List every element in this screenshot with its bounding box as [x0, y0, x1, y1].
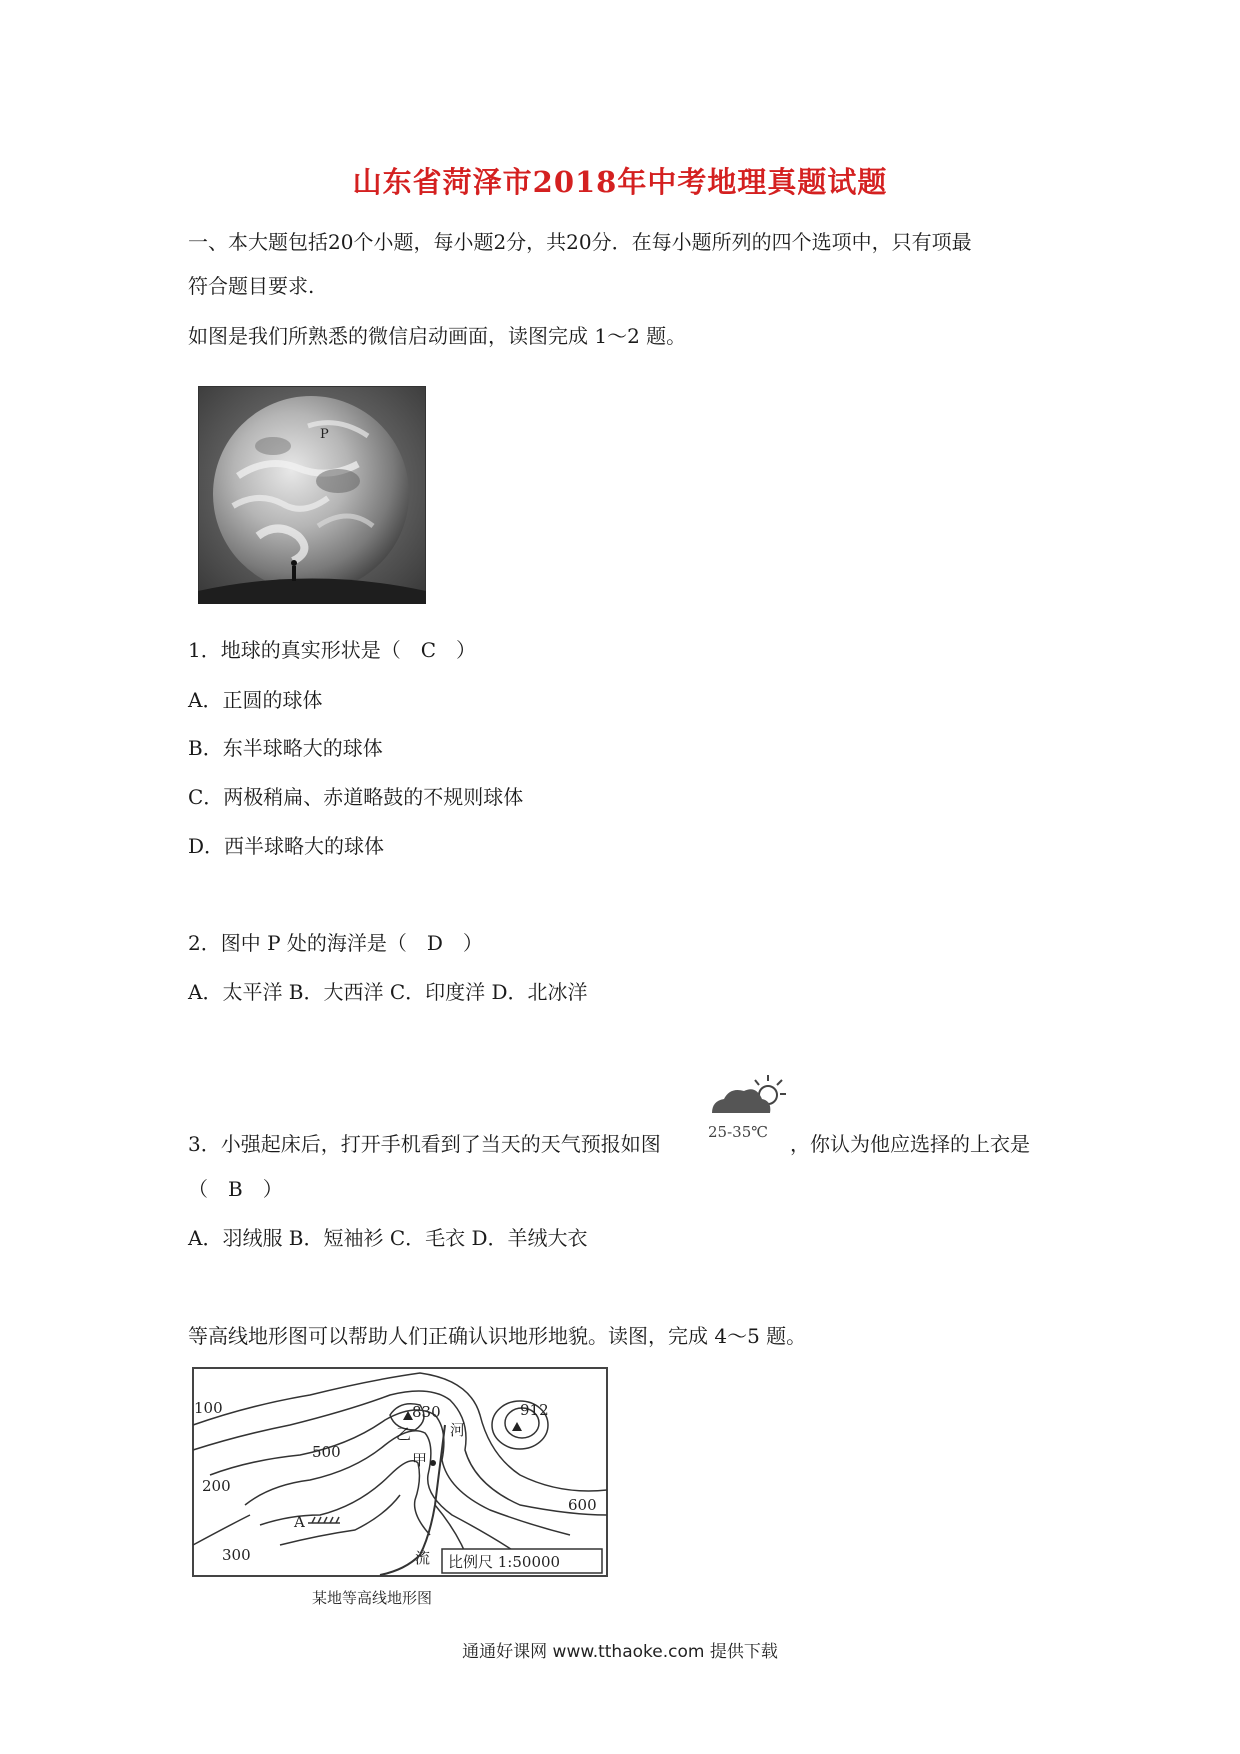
label-yi: 乙	[396, 1425, 412, 1443]
earth-label-p: P	[320, 427, 329, 442]
map-scale: 比例尺 1:50000	[448, 1553, 561, 1571]
q3-stem-after: ，你认为他应选择的上衣是	[790, 1132, 1030, 1156]
section-heading-line-1: 一、本大题包括20个小题，每小题2分，共20分．在每小题所列的四个选项中，只有项最	[188, 230, 972, 254]
q2-stem: 2．图中 P 处的海洋是（ D ）	[188, 931, 483, 955]
q1-option-c: C．两极稍扁、赤道略鼓的不规则球体	[188, 785, 524, 809]
peak-label-830: 830	[412, 1403, 441, 1421]
contour-label-200: 200	[202, 1477, 231, 1495]
label-liu: 流	[415, 1549, 431, 1567]
intro-questions-4-5: 等高线地形图可以帮助人们正确认识地形地貌。读图，完成 4～5 题。	[188, 1324, 807, 1348]
cloud-sun-icon	[706, 1075, 786, 1145]
weather-temperature: 25-35℃	[708, 1123, 769, 1141]
label-he: 河	[450, 1421, 466, 1439]
contour-label-300: 300	[222, 1546, 251, 1564]
peak-label-912: 912	[520, 1401, 549, 1419]
q1-option-b: B．东半球略大的球体	[188, 736, 383, 760]
contour-map	[190, 1365, 614, 1615]
contour-label-100: 100	[194, 1399, 223, 1417]
page-footer: 通通好课网 www.tthaoke.com 提供下载	[462, 1642, 778, 1662]
q1-option-d: D．西半球略大的球体	[188, 834, 385, 858]
contour-label-600: 600	[568, 1496, 597, 1514]
section-heading-line-2: 符合题目要求.	[188, 274, 315, 298]
contour-label-500: 500	[312, 1443, 341, 1461]
q1-stem: 1．地球的真实形状是（ C ）	[188, 638, 477, 662]
q3-answer: （ B ）	[188, 1177, 283, 1201]
map-caption: 某地等高线地形图	[312, 1589, 433, 1607]
q1-option-a: A．正圆的球体	[188, 688, 323, 712]
label-a: A	[294, 1513, 305, 1531]
intro-questions-1-2: 如图是我们所熟悉的微信启动画面，读图完成 1～2 题。	[188, 324, 687, 348]
q2-options: A．太平洋 B．大西洋 C．印度洋 D．北冰洋	[188, 980, 588, 1004]
earth-image	[198, 386, 426, 604]
page-title: 山东省菏泽市2018年中考地理真题试题	[352, 165, 888, 199]
q3-stem-before: 3．小强起床后，打开手机看到了当天的天气预报如图	[188, 1132, 661, 1156]
label-jia: 甲	[412, 1451, 428, 1469]
q3-options: A．羽绒服 B．短袖衫 C．毛衣 D．羊绒大衣	[188, 1226, 588, 1250]
